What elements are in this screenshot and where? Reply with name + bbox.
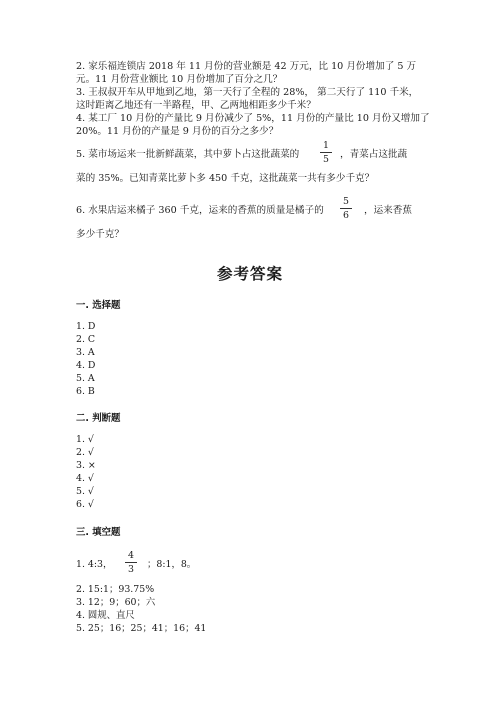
mc-answer-3: 3. A xyxy=(76,347,95,358)
question-6-fraction xyxy=(340,196,352,221)
question-6-line-2: 多少千克？ xyxy=(76,229,124,240)
section-true-false-heading: 二. 判断题 xyxy=(76,413,121,424)
tf-answer-5: 5. √ xyxy=(76,486,94,497)
mc-answer-4: 4. D xyxy=(76,360,96,371)
question-2-line-1: 2. 家乐福连锁店 2018 年 11 月份的营业额是 42 万元，比 10 月份增加了 5 万 xyxy=(76,61,417,72)
fraction-denominator: 3 xyxy=(128,564,134,575)
mc-answer-6: 6. B xyxy=(76,386,95,397)
mc-answer-5: 5. A xyxy=(76,373,95,384)
section-fill-in-heading: 三. 填空题 xyxy=(76,527,121,538)
question-5-line-1-b: ，青菜占这批蔬 xyxy=(340,149,408,160)
fraction-denominator: 5 xyxy=(323,154,329,165)
fill-answer-1-a: 1. 4:3， xyxy=(76,559,113,570)
section-multiple-choice-heading: 一. 选择题 xyxy=(76,300,121,311)
fraction-bar xyxy=(340,208,352,209)
tf-answer-6: 6. √ xyxy=(76,499,94,510)
tf-answer-4: 4. √ xyxy=(76,473,94,484)
fraction-numerator: 1 xyxy=(323,140,329,151)
answer-key-title: 参考答案 xyxy=(216,265,283,283)
question-4-line-2: 20%。11 月份的产量是 9 月份的百分之多少？ xyxy=(76,126,279,137)
question-5-line-1-a: 5. 菜市场运来一批新鲜蔬菜，其中萝卜占这批蔬菜的 xyxy=(76,149,300,160)
fraction-numerator: 5 xyxy=(343,196,349,207)
fill-answer-2: 2. 15:1；93.75% xyxy=(76,584,155,595)
mc-answer-1: 1. D xyxy=(76,321,96,332)
tf-answer-3: 3. × xyxy=(76,460,96,471)
fill-answer-1-fraction xyxy=(125,550,137,575)
fill-answer-3: 3. 12；9；60；六 xyxy=(76,597,156,608)
question-5-line-2: 菜的 35%。已知青菜比萝卜多 450 千克，这批蔬菜一共有多少千克？ xyxy=(76,173,375,184)
question-2-line-2: 元。11 月份营业额比 10 月份增加了百分之几？ xyxy=(76,74,283,85)
question-6-line-1-a: 6. 水果店运来橘子 360 千克，运来的香蕉的质量是橘子的 xyxy=(76,205,324,216)
tf-answer-2: 2. √ xyxy=(76,447,94,458)
tf-answer-1: 1. √ xyxy=(76,434,94,445)
question-4-line-1: 4. 某工厂 10 月份的产量比 9 月份减少了 5%，11 月份的产量比 10 月份又增加了 xyxy=(76,113,430,124)
fraction-denominator: 6 xyxy=(343,210,349,221)
fraction-bar xyxy=(125,562,137,563)
question-6-line-1-b: ，运来香蕉 xyxy=(364,205,412,216)
question-5-fraction xyxy=(320,140,332,165)
fill-answer-4: 4. 圆规、直尺 xyxy=(76,610,135,621)
fraction-numerator: 4 xyxy=(128,550,134,561)
fill-answer-5: 5. 25；16；25；41；16；41 xyxy=(76,623,207,634)
question-3-line-2: 这时距离乙地还有一半路程，甲、乙两地相距多少千米？ xyxy=(76,100,316,111)
mc-answer-2: 2. C xyxy=(76,334,96,345)
question-3-line-1: 3. 王叔叔开车从甲地到乙地，第一天行了全程的 28%， 第二天行了 110 千米， xyxy=(76,87,419,98)
fraction-bar xyxy=(320,152,332,153)
fill-answer-1-b: ；8:1，8。 xyxy=(147,559,197,570)
